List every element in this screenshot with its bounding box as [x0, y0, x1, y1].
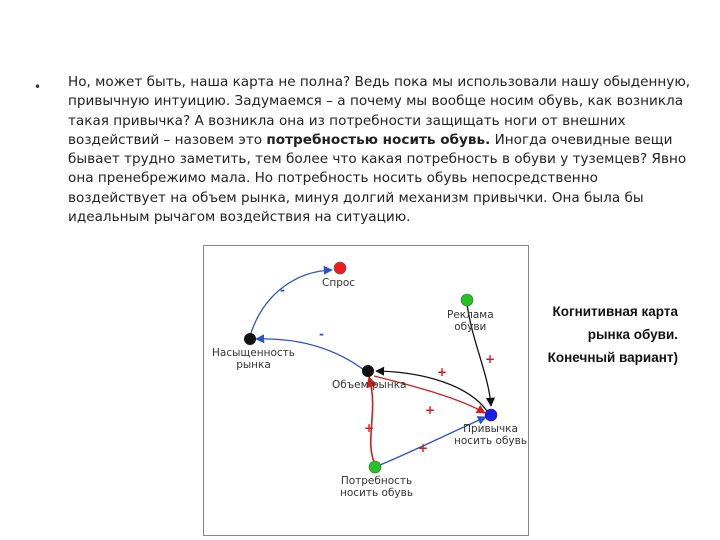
- list-bullet: •: [34, 80, 42, 94]
- node-label-advertising: Реклама обуви: [447, 309, 494, 333]
- sign-advertising-to-habit: +: [485, 352, 496, 366]
- cognitive-map-figure: [203, 245, 529, 536]
- paragraph-text-end: Иногда очевидные вещи бывает трудно заметить, тем более что какая потребность в обуви у туземцев? Явно она пренебрежимо мала. Но потребность носить обувь непосредственно воздействует на объем рынка, минуя долгий механизм привычки. Она была бы идеальным рычагом воздействия на ситуацию.: [68, 131, 687, 226]
- node-advertising: [461, 294, 473, 306]
- node-demand: [334, 262, 346, 274]
- caption-line-2: рынка обуви.: [587, 327, 678, 342]
- figure-caption: [528, 300, 678, 369]
- sign-need-to-volume: +: [364, 421, 375, 435]
- node-label-market-volume: Объем рынка: [332, 379, 407, 391]
- paragraph-emphasis: потребностью носить обувь.: [266, 131, 491, 148]
- node-label-demand: Спрос: [322, 277, 356, 289]
- node-saturation: [244, 333, 256, 345]
- node-label-habit: Привычка носить обувь: [454, 423, 528, 447]
- node-label-need: Потребность носить обувь: [340, 475, 414, 499]
- sign-need-to-habit: +: [418, 441, 429, 455]
- sign-habit-to-volume: +: [437, 365, 448, 379]
- sign-volume-to-habit: +: [425, 403, 436, 417]
- caption-line-1: Когнитивная карта: [552, 304, 678, 319]
- body-paragraph: [68, 73, 698, 227]
- sign-volume-to-saturation: -: [319, 327, 324, 341]
- paragraph-text-start: Но, может быть, наша карта не полна? Ведь пока мы использовали нашу обыденную, привычную интуицию. Задумаемся – а почему мы вообще носим обувь, как возникла такая привычка? А возникла она из потребности защищать ноги от внешних воздействий – назовем это: [68, 74, 691, 148]
- node-market-volume: [362, 365, 374, 377]
- caption-line-3: Конечный вариант): [547, 350, 678, 365]
- sign-saturation-to-demand: -: [280, 283, 285, 297]
- node-label-saturation: Насыщенность рынка: [212, 347, 295, 371]
- node-need: [369, 461, 381, 473]
- node-habit: [485, 409, 497, 421]
